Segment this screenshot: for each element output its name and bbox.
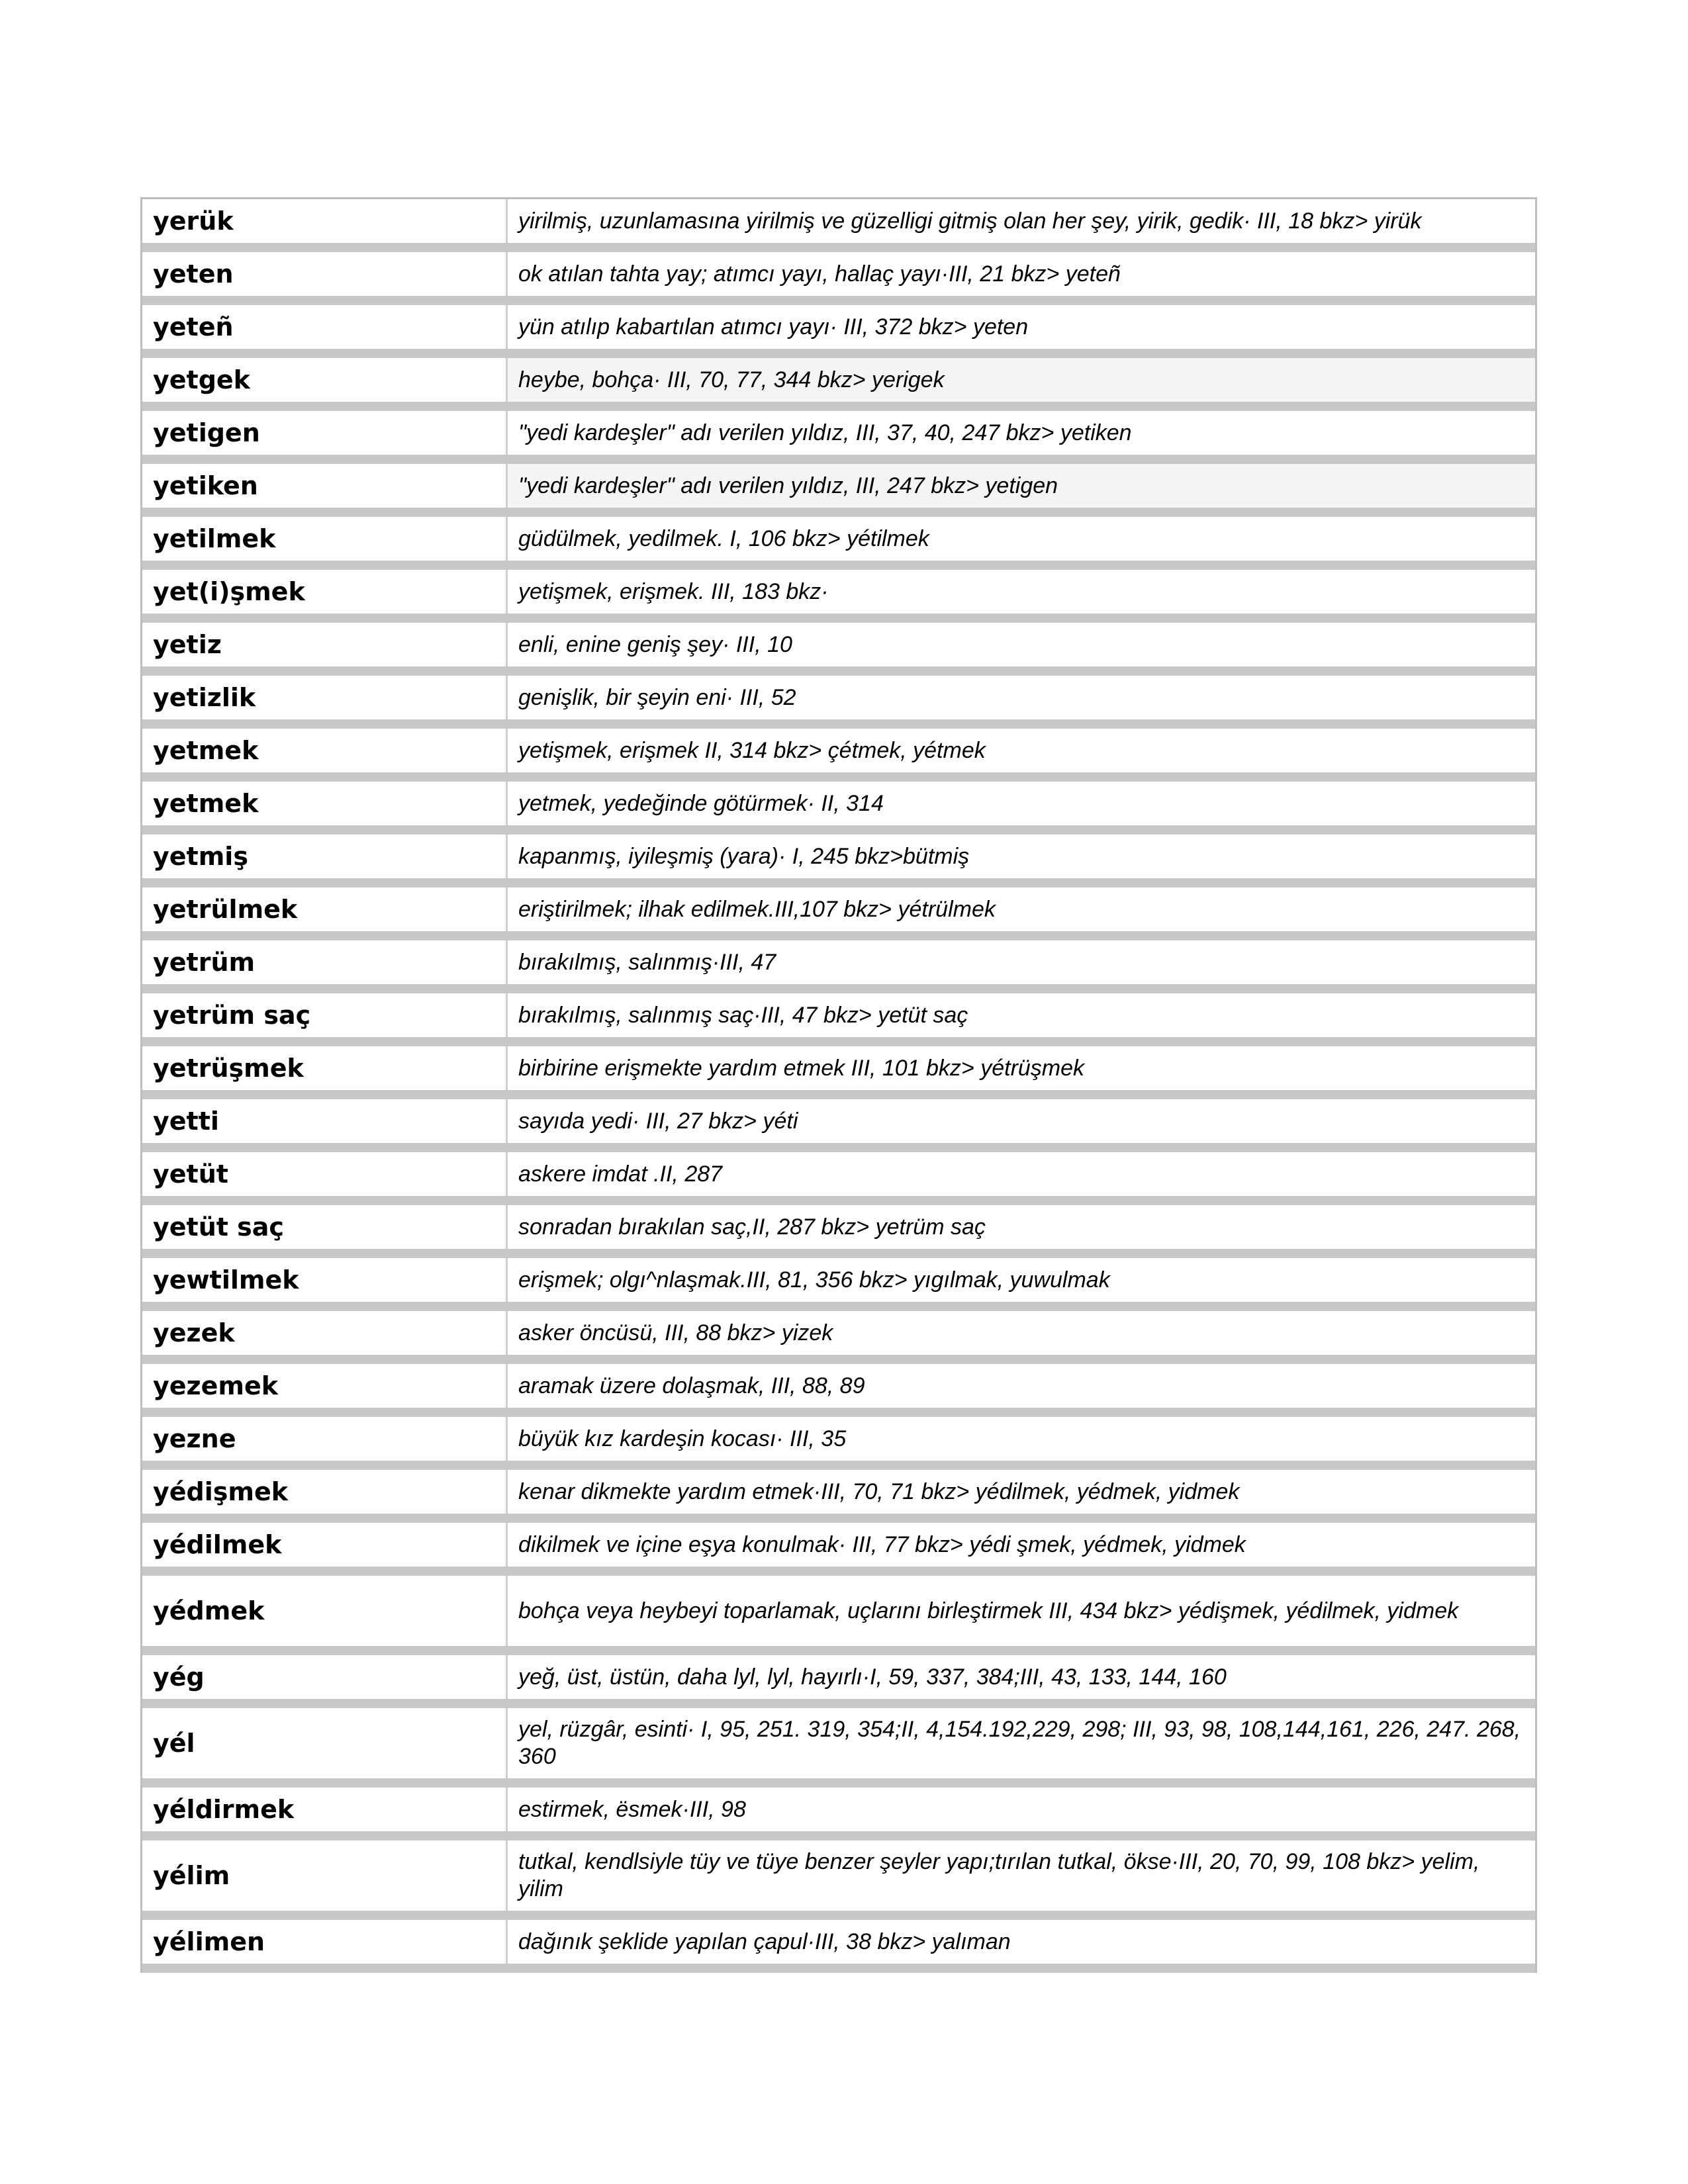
entry-definition: yirilmiş, uzunlamasına yirilmiş ve güzelligi gitmiş olan her şey, yirik, gedik· III, 18 bkz> yirük — [518, 208, 1422, 234]
entry-definition: bırakılmış, salınmış·III, 47 — [518, 949, 776, 975]
entry-word: yetrülmek — [142, 887, 508, 931]
entry-definition: yeğ, üst, üstün, daha lyl, lyl, hayırlı·I, 59, 337, 384;III, 43, 133, 144, 160 — [518, 1664, 1227, 1690]
entry-definition: kapanmış, iyileşmiş (yara)· I, 245 bkz>bütmiş — [518, 843, 970, 869]
entry-definition: eriştirilmek; ilhak edilmek.III,107 bkz> yétrülmek — [518, 896, 996, 922]
table-row — [142, 835, 1535, 887]
table-row — [142, 517, 1535, 570]
table-row — [142, 1655, 1535, 1708]
table-row — [142, 676, 1535, 729]
entry-definition: bırakılmış, salınmış saç·III, 47 bkz> yetüt saç — [518, 1002, 968, 1028]
entry-word: yetizlik — [142, 676, 508, 719]
entry-word: yezne — [142, 1417, 508, 1461]
entry-word: yeten — [142, 252, 508, 296]
entry-word: yél — [142, 1708, 508, 1778]
table-row — [142, 1523, 1535, 1576]
entry-definition: birbirine erişmekte yardım etmek III, 101 bkz> yétrüşmek — [518, 1055, 1085, 1081]
entry-word: yetigen — [142, 411, 508, 455]
table-row — [142, 623, 1535, 676]
entry-word: yéldirmek — [142, 1788, 508, 1831]
entry-definition: yün atılıp kabartılan atımcı yayı· III, 372 bkz> yeten — [518, 314, 1029, 340]
entry-word: yezek — [142, 1311, 508, 1355]
entry-word: yélimen — [142, 1920, 508, 1964]
entry-definition: sonradan bırakılan saç,II, 287 bkz> yetrüm saç — [518, 1214, 986, 1240]
entry-word: yédmek — [142, 1576, 508, 1646]
entry-word: yédişmek — [142, 1470, 508, 1514]
entry-word: yet(i)şmek — [142, 570, 508, 614]
dictionary-table — [140, 197, 1537, 1973]
entry-definition: "yedi kardeşler" adı verilen yıldız, III, 247 bkz> yetigen — [508, 464, 1535, 508]
entry-word: yezemek — [142, 1364, 508, 1408]
table-row — [142, 1576, 1535, 1655]
entry-definition: genişlik, bir şeyin eni· III, 52 — [518, 684, 796, 710]
entry-definition: yetişmek, erişmek II, 314 bkz> çétmek, yétmek — [518, 737, 986, 763]
entry-word: yeteñ — [142, 305, 508, 349]
entry-definition: güdülmek, yedilmek. I, 106 bkz> yétilmek — [518, 525, 929, 551]
entry-definition: yel, rüzgâr, esinti· I, 95, 251. 319, 354;II, 4,154.192,229, 298; III, 93, 98, 108,144,161, 226, 247. 268, 360 — [518, 1717, 1521, 1769]
table-row — [142, 887, 1535, 940]
entry-definition: yetmek, yedeğinde götürmek· II, 314 — [518, 790, 884, 816]
table-row — [142, 1788, 1535, 1841]
entry-definition: yetişmek, erişmek. III, 183 bkz· — [518, 578, 829, 604]
table-row — [142, 1470, 1535, 1523]
table-row — [142, 1311, 1535, 1364]
entry-word: yetiz — [142, 623, 508, 666]
entry-definition: "yedi kardeşler" adı verilen yıldız, III, 37, 40, 247 bkz> yetiken — [518, 420, 1132, 445]
entry-word: yetmek — [142, 729, 508, 772]
table-row — [142, 1046, 1535, 1099]
entry-word: yetiken — [142, 464, 508, 508]
table-row — [142, 782, 1535, 835]
table-row — [142, 1417, 1535, 1470]
entry-word: yerük — [142, 199, 508, 243]
entry-definition: dağınık şeklide yapılan çapul·III, 38 bkz> yalıman — [518, 1929, 1011, 1954]
table-row — [142, 1708, 1535, 1788]
table-row — [142, 993, 1535, 1046]
entry-definition: aramak üzere dolaşmak, III, 88, 89 — [518, 1373, 865, 1398]
entry-word: yetrüm — [142, 940, 508, 984]
entry-word: yetmiş — [142, 835, 508, 878]
entry-word: yélim — [142, 1841, 508, 1911]
entry-word: yewtilmek — [142, 1258, 508, 1302]
entry-word: yetüt saç — [142, 1205, 508, 1249]
table-row — [142, 305, 1535, 358]
table-row — [142, 1205, 1535, 1258]
table-row — [142, 1152, 1535, 1205]
entry-word: yég — [142, 1655, 508, 1699]
table-row — [142, 411, 1535, 464]
entry-word: yetüt — [142, 1152, 508, 1196]
table-row — [142, 1841, 1535, 1920]
entry-definition: estirmek, ësmek·III, 98 — [518, 1796, 746, 1822]
entry-word: yetmek — [142, 782, 508, 825]
entry-word: yédilmek — [142, 1523, 508, 1567]
entry-word: yetilmek — [142, 517, 508, 561]
entry-word: yetti — [142, 1099, 508, 1143]
table-row — [142, 199, 1535, 252]
entry-definition: enli, enine geniş şey· III, 10 — [518, 631, 792, 657]
entry-definition: asker öncüsü, III, 88 bkz> yizek — [518, 1320, 833, 1345]
entry-definition: sayıda yedi· III, 27 bkz> yéti — [518, 1108, 798, 1134]
table-row — [142, 1364, 1535, 1417]
entry-definition: erişmek; olgı^nlaşmak.III, 81, 356 bkz> yıgılmak, yuwulmak — [518, 1267, 1110, 1293]
entry-definition: kenar dikmekte yardım etmek·III, 70, 71 bkz> yédilmek, yédmek, yidmek — [518, 1479, 1240, 1504]
table-row — [142, 464, 1535, 517]
entry-word: yetgek — [142, 358, 508, 402]
entry-word: yetrüşmek — [142, 1046, 508, 1090]
entry-definition: heybe, bohça· III, 70, 77, 344 bkz> yerigek — [508, 358, 1535, 402]
entry-definition: bohça veya heybeyi toparlamak, uçlarını birleştirmek III, 434 bkz> yédişmek, yédilmek, yidmek — [518, 1598, 1459, 1623]
entry-definition: ok atılan tahta yay; atımcı yayı, hallaç yayı·III, 21 bkz> yeteñ — [518, 261, 1121, 287]
entry-definition: dikilmek ve içine eşya konulmak· III, 77 bkz> yédi şmek, yédmek, yidmek — [518, 1531, 1246, 1557]
entry-definition: büyük kız kardeşin kocası· III, 35 — [518, 1426, 847, 1451]
entry-definition: askere imdat .II, 287 — [518, 1161, 723, 1187]
table-row — [142, 358, 1535, 411]
table-row — [142, 1258, 1535, 1311]
table-row — [142, 1099, 1535, 1152]
table-row — [142, 570, 1535, 623]
table-row — [142, 729, 1535, 782]
entry-definition: tutkal, kendlsiyle tüy ve tüye benzer şeyler yapı;tırılan tutkal, ökse·III, 20, 70, 99, 108 bkz> yelim, yilim — [518, 1849, 1480, 1901]
entry-word: yetrüm saç — [142, 993, 508, 1037]
table-row — [142, 252, 1535, 305]
table-row — [142, 1920, 1535, 1973]
table-row — [142, 940, 1535, 993]
